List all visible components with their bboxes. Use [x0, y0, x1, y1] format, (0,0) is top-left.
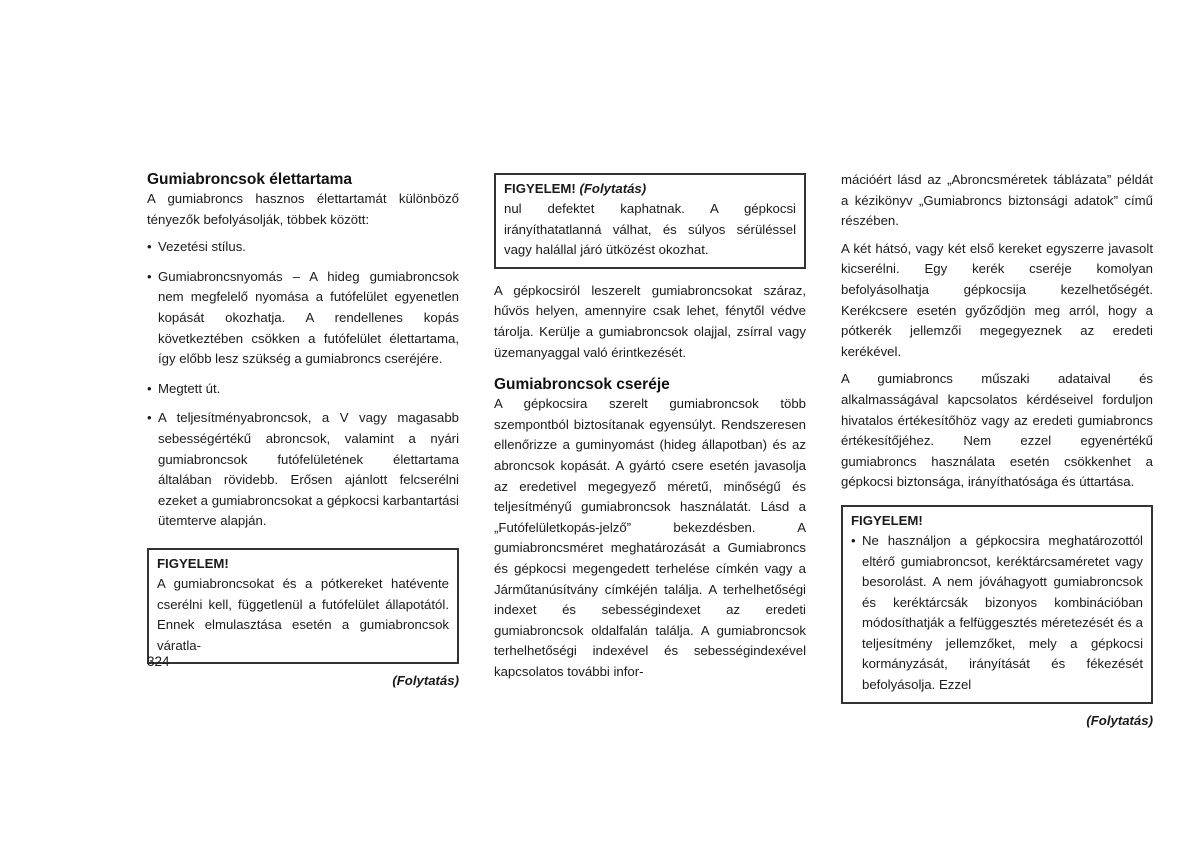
warning-title: [504, 179, 796, 199]
warning-box-continued: [494, 173, 806, 269]
paragraph-pair-replacement: A két hátsó, vagy két első kereket egyszerre javasolt kicserélni. Egy kerék cseréje komolyan befolyásolhatja gépkocsija kezelhetőségét. Kerékcsere esetén győződjön meg arról, hogy a pótkerék jellemzői megegyeznek az eredeti kerékével.: [841, 240, 1153, 359]
warning-title-text: FIGYELEM!: [504, 181, 576, 196]
warning-text: A gumiabroncsokat és a pótkereket hatévente cserélni kell, függetlenül a futófelület állapotától. Ennek elmulasztása esetén a gumiabroncsok váratla-: [157, 575, 449, 653]
warning-text: nul defektet kaphatnak. A gépkocsi irányíthatatlanná válhat, és súlyos sérüléssel vagy halállal járó ütközést okozhat.: [504, 201, 796, 258]
page-number: 324: [147, 654, 170, 669]
list-item: • Ne használjon a gépkocsira meghatározottól eltérő gumiabroncsot, keréktárcsaméretet vagy besorolást. A nem jóváhagyott gumiabroncsok és keréktárcsák bizonyos kombinációban módosíthatják a felfüggesztés méretezését és a teljesítmény jellemzőket, mely a gépkocsi kormányzását, irányítását és fékezését befolyásolja. Ezzel: [851, 531, 1143, 696]
column-left: [147, 170, 459, 691]
section-heading-tire-replacement: Gumiabroncsok cseréje: [494, 376, 670, 394]
warning-title: FIGYELEM!: [157, 555, 229, 571]
intro-paragraph: A gumiabroncs hasznos élettartamát különböző tényezők befolyásolják, többek között:: [147, 191, 459, 227]
storage-paragraph: A gépkocsiról leszerelt gumiabroncsokat száraz, hűvös helyen, amennyire csak lehet, fénytől védve tárolja. Kerülje a gumiabroncsok olajjal, zsírral vagy üzemanyaggal való érintkezését.: [494, 282, 806, 360]
warning-list: [851, 531, 1143, 696]
warning-box: [147, 548, 459, 664]
list-item: • Megtett út.: [147, 379, 459, 400]
continued-paragraph: mációért lásd az „Abroncsméretek táblázata” példát a kézikönyv „Gumiabroncs biztonsági adatok” című részében.: [841, 172, 1153, 229]
factors-list: [147, 237, 459, 532]
list-item: • A teljesítményabroncsok, a V vagy magasabb sebességértékű abroncsok, valamint a nyári gumiabroncsok futófelületének élettartama általában rövidebb. Erősen ajánlott felcserélni ezeket a gumiabroncsokat a gépkocsi karbantartási ütemterve alapján.: [147, 408, 459, 532]
continued-label: (Folytatás): [1086, 712, 1153, 728]
section-heading-tire-life: Gumiabroncsok élettartama: [147, 171, 353, 188]
warning-box: [841, 505, 1153, 704]
warning-title: FIGYELEM!: [851, 512, 923, 528]
column-middle: [494, 173, 806, 682]
column-right: [841, 170, 1153, 731]
list-item: • Vezetési stílus.: [147, 237, 459, 258]
paragraph-specs: A gumiabroncs műszaki adataival és alkalmasságával kapcsolatos kérdéseivel forduljon hivatalos értékesítőhöz vagy az eredeti gumiabroncs értékesítőjéhez. Nem ezzel egyenértékű gumiabroncs használata esetén csökkenhet a gépkocsi biztonsága, irányíthatósága és úttartása.: [841, 371, 1153, 490]
replacement-paragraph: A gépkocsira szerelt gumiabroncsok több szempontból biztosítanak egyensúlyt. Rendszeresen ellenőrizze a guminyomást (hideg állapotban) és az abroncsok kopását. A gyártó csere esetén javasolja az eredetivel megegyező méretű, minőségű és teljesítményű gumiabroncsok használatát. Lásd a „Futófelületkopás-jelző” bekezdésben. A gumiabroncsméret meghatározását a Gumiabroncs és gépkocsi megengedett terhelése címkén vagy a Járműtanúsítvány címkéjén találja. A terhelhetőségi indexet és sebességindexet az eredeti gumiabroncsok oldalfalán találja. A gumiabroncsok terhelhetőségi indexével és sebességindexével kapcsolatos további infor-: [494, 396, 806, 679]
continued-label: (Folytatás): [392, 673, 459, 689]
warning-continued-label: (Folytatás): [579, 181, 647, 196]
list-item: • Gumiabroncsnyomás – A hideg gumiabroncsok nem megfelelő nyomása a futófelület egyenetlen kopását okozhatja. A rendellenes kopás következtében csökken a futófelület élettartama, így előbb lesz szükség a gumiabroncs cseréjére.: [147, 267, 459, 370]
